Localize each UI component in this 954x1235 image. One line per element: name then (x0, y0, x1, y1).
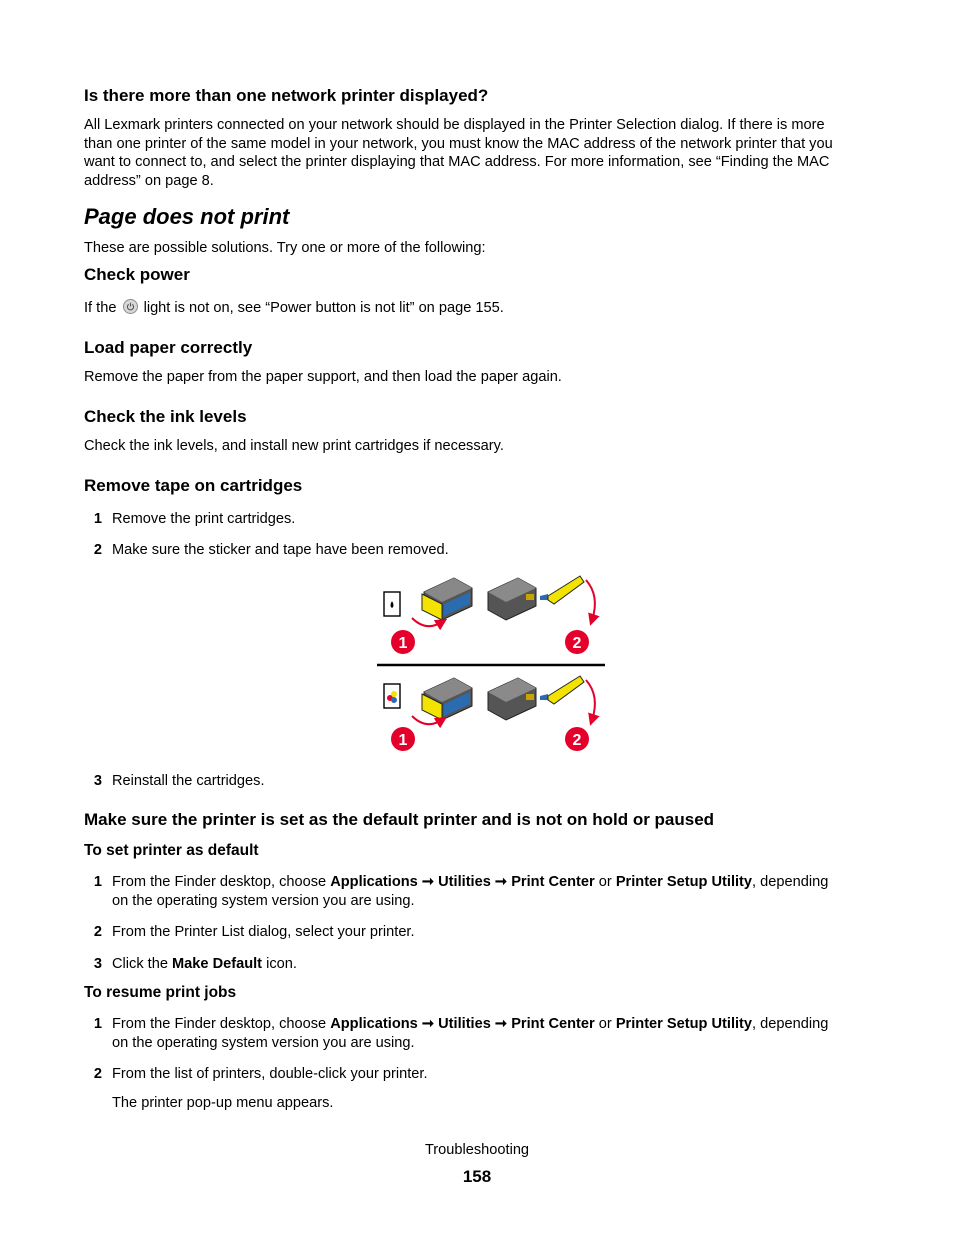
step-text (112, 955, 297, 974)
ink-levels-text: Check the ink levels, and install new print cartridges if necessary. (84, 438, 504, 454)
text-run: or (594, 1016, 616, 1032)
mac-paragraph-line: All Lexmark printers connected on your network should be displayed in the Printer Selection dialog. If there is more (84, 117, 825, 133)
make-default-label: Make Default (172, 956, 263, 972)
check-power-heading: Check power (84, 265, 190, 284)
step-text-line (112, 873, 828, 892)
step-badge-label: 2 (572, 732, 582, 749)
step-badge-label: 2 (572, 635, 582, 652)
step-text (112, 1015, 828, 1052)
step-number: 2 (93, 1066, 102, 1082)
step-number: 1 (93, 511, 102, 527)
menu-path-utilities: Utilities (438, 1016, 491, 1032)
step-text: From the Printer List dialog, select your printer. (112, 924, 415, 940)
check-power-text-before: If the (84, 300, 117, 316)
step-text-line (112, 1015, 828, 1034)
load-paper-text: Remove the paper from the paper support, and then load the paper again. (84, 369, 562, 385)
step-number: 1 (93, 1016, 102, 1032)
text-run: or (594, 874, 616, 890)
mac-paragraph-line: address” on page 8. (84, 173, 214, 190)
step-badge (565, 630, 589, 654)
text-run: icon. (262, 956, 297, 972)
page-number: 158 (462, 1167, 492, 1186)
menu-path-applications: Applications (330, 1016, 418, 1032)
mac-paragraph (84, 116, 833, 191)
removed-tape-icon (540, 576, 584, 604)
step-number: 3 (93, 956, 102, 972)
mac-heading: Is there more than one network printer displayed? (84, 86, 489, 105)
step-badge-label: 1 (398, 635, 408, 652)
menu-path-print-center: Print Center (511, 874, 595, 890)
black-cartridge-icon (384, 592, 400, 616)
step-number: 2 (93, 924, 102, 940)
menu-path-utilities: Utilities (438, 874, 491, 890)
step-text: Remove the print cartridges. (112, 511, 296, 527)
cartridge-icon (488, 578, 536, 620)
rotate-arrow-icon (412, 618, 442, 626)
cartridge-with-tape-icon (422, 678, 472, 720)
menu-path-applications: Applications (330, 874, 418, 890)
color-cartridge-icon (384, 684, 400, 708)
menu-path-printer-setup-utility: Printer Setup Utility (615, 874, 753, 890)
step-text: Make sure the sticker and tape have been removed. (112, 542, 449, 558)
step-text (112, 873, 828, 910)
check-power-text (84, 299, 504, 318)
text-run: From the Finder desktop, choose (112, 1016, 331, 1032)
step-number: 1 (93, 874, 102, 890)
arrow-icon: ➞ (417, 874, 439, 890)
arrow-icon: ➞ (490, 874, 512, 890)
page-title: Page does not print (84, 204, 290, 229)
load-paper-heading: Load paper correctly (84, 338, 253, 357)
footer-section: Troubleshooting (424, 1142, 530, 1158)
step-text: From the list of printers, double-click your printer. (112, 1066, 428, 1082)
pull-arrow-icon (586, 680, 595, 720)
step-text-line: on the operating system version you are using. (112, 892, 415, 909)
text-run: , depending (752, 874, 829, 890)
step-text-line: on the operating system version you are using. (112, 1034, 415, 1051)
mac-paragraph-line: than one printer of the same model in your network, you must know the MAC address of the network printer that you (84, 135, 833, 152)
text-run: Click the (112, 956, 173, 972)
arrow-icon: ➞ (490, 1016, 512, 1032)
resume-heading: To resume print jobs (84, 984, 237, 1001)
check-power-text-after: light is not on, see “Power button is not lit” on page 155. (143, 300, 504, 316)
remove-tape-heading: Remove tape on cartridges (84, 476, 303, 495)
default-printer-heading: Make sure the printer is set as the default printer and is not on hold or paused (84, 810, 715, 829)
step-badge (391, 727, 415, 751)
cartridge-with-tape-icon (422, 578, 472, 620)
step-badge-label: 1 (398, 732, 408, 749)
intro-text: These are possible solutions. Try one or more of the following: (84, 240, 486, 256)
pull-arrow-icon (586, 580, 595, 620)
cartridge-icon (488, 678, 536, 720)
step-text: Reinstall the cartridges. (112, 773, 265, 789)
removed-tape-icon (540, 676, 584, 704)
set-default-heading: To set printer as default (84, 842, 259, 859)
text-run: , depending (752, 1016, 829, 1032)
step-note: The printer pop-up menu appears. (112, 1095, 334, 1111)
text-run: From the Finder desktop, choose (112, 874, 331, 890)
cartridge-tape-illustration (372, 570, 612, 760)
step-badge (391, 630, 415, 654)
step-number: 2 (93, 542, 102, 558)
step-badge (565, 727, 589, 751)
step-number: 3 (93, 773, 102, 789)
menu-path-print-center: Print Center (511, 1016, 595, 1032)
mac-paragraph-line: want to connect to, and select the printer displaying that MAC address. For more information, see “Finding the MAC (84, 154, 830, 171)
ink-levels-heading: Check the ink levels (84, 407, 247, 426)
arrow-icon: ➞ (417, 1016, 439, 1032)
menu-path-printer-setup-utility: Printer Setup Utility (615, 1016, 753, 1032)
power-icon (123, 299, 138, 314)
